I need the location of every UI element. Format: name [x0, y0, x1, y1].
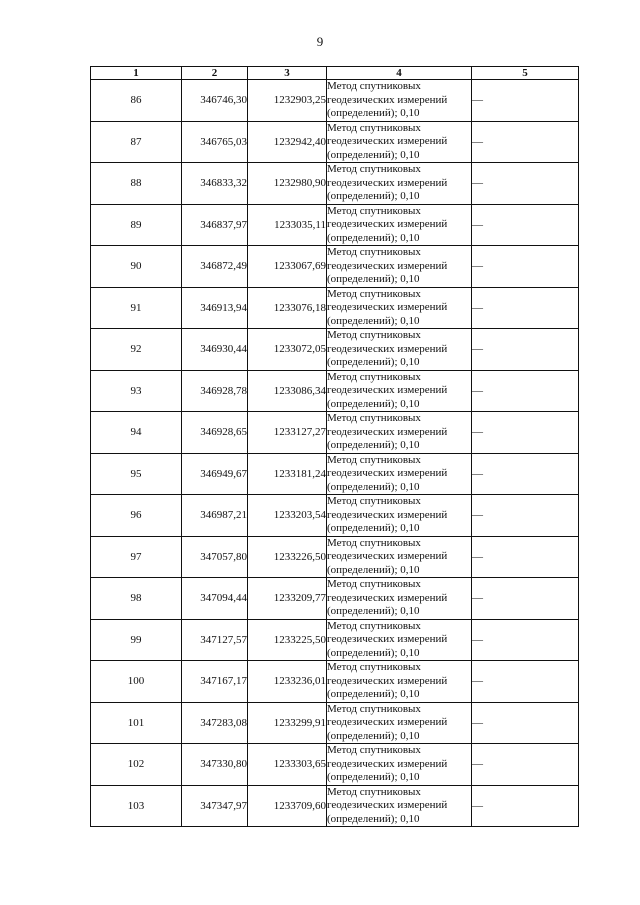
x-coordinate-cell: 346913,94	[182, 287, 248, 329]
y-coordinate-cell: 1233076,18	[248, 287, 327, 329]
method-line-1: Метод спутниковых	[327, 619, 421, 632]
table-row	[91, 204, 579, 246]
method-line-3: (определений); 0,10	[327, 688, 420, 700]
y-coordinate-cell: 1233086,34	[248, 370, 327, 412]
method-line-2: геодезических измерений	[327, 799, 448, 811]
table-row	[91, 619, 579, 661]
table-row	[91, 661, 579, 703]
method-line-1: Метод спутниковых	[327, 536, 421, 549]
method-line-3: (определений); 0,10	[327, 729, 420, 742]
table-row	[91, 744, 579, 786]
point-number-cell: 88	[91, 163, 182, 205]
method-accuracy-cell	[327, 204, 472, 246]
method-line-2: геодезических измерений	[327, 176, 448, 189]
method-line-2: геодезических измерений	[327, 757, 448, 770]
method-line-3: (определений); 0,10	[327, 439, 420, 451]
x-coordinate-cell: 346987,21	[182, 495, 248, 537]
y-coordinate-cell: 1233303,65	[248, 744, 327, 786]
method-accuracy-cell	[327, 702, 472, 744]
method-line-1: Метод спутниковых	[327, 121, 421, 134]
note-cell: —	[472, 578, 579, 620]
method-line-1: Метод спутниковых	[327, 495, 421, 507]
point-number-cell: 102	[91, 744, 182, 786]
method-line-3: (определений); 0,10	[327, 107, 420, 119]
point-number-cell: 95	[91, 453, 182, 495]
y-coordinate-cell: 1232980,90	[248, 163, 327, 205]
method-accuracy-cell	[327, 744, 472, 786]
note-cell: —	[472, 536, 579, 578]
y-coordinate-cell: 1233209,77	[248, 578, 327, 620]
method-line-1: Метод спутниковых	[327, 204, 421, 217]
note-cell: —	[472, 495, 579, 537]
method-accuracy-cell	[327, 619, 472, 661]
note-cell: —	[472, 246, 579, 288]
x-coordinate-cell: 347347,97	[182, 785, 248, 827]
method-line-3: (определений); 0,10	[327, 480, 420, 493]
method-accuracy-cell	[327, 121, 472, 163]
y-coordinate-cell: 1233709,60	[248, 785, 327, 827]
method-line-1: Метод спутниковых	[327, 744, 421, 756]
column-header-3: 3	[248, 67, 327, 80]
point-number-cell: 90	[91, 246, 182, 288]
y-coordinate-cell: 1233226,50	[248, 536, 327, 578]
note-cell: —	[472, 329, 579, 371]
method-accuracy-cell	[327, 412, 472, 454]
table-row	[91, 287, 579, 329]
x-coordinate-cell: 346928,78	[182, 370, 248, 412]
method-line-1: Метод спутниковых	[327, 578, 421, 590]
note-cell: —	[472, 287, 579, 329]
method-line-2: геодезических измерений	[327, 135, 448, 147]
header-row	[91, 67, 579, 80]
x-coordinate-cell: 346949,67	[182, 453, 248, 495]
method-accuracy-cell	[327, 329, 472, 371]
x-coordinate-cell: 347330,80	[182, 744, 248, 786]
method-line-2: геодезических измерений	[327, 633, 448, 645]
column-header-4: 4	[327, 67, 472, 80]
table-row	[91, 495, 579, 537]
method-accuracy-cell	[327, 578, 472, 620]
method-line-1: Метод спутниковых	[327, 246, 421, 258]
method-line-1: Метод спутниковых	[327, 453, 421, 466]
y-coordinate-cell: 1233067,69	[248, 246, 327, 288]
method-line-1: Метод спутниковых	[327, 702, 421, 715]
point-number-cell: 86	[91, 80, 182, 122]
method-line-2: геодезических измерений	[327, 259, 448, 272]
x-coordinate-cell: 346930,44	[182, 329, 248, 371]
point-number-cell: 99	[91, 619, 182, 661]
method-line-2: геодезических измерений	[327, 591, 448, 604]
method-line-1: Метод спутниковых	[327, 661, 421, 673]
point-number-cell: 96	[91, 495, 182, 537]
table-row	[91, 453, 579, 495]
y-coordinate-cell: 1233236,01	[248, 661, 327, 703]
point-number-cell: 87	[91, 121, 182, 163]
point-number-cell: 89	[91, 204, 182, 246]
column-header-2: 2	[182, 67, 248, 80]
note-cell: —	[472, 453, 579, 495]
table-row	[91, 702, 579, 744]
note-cell: —	[472, 163, 579, 205]
column-header-5: 5	[472, 67, 579, 80]
method-accuracy-cell	[327, 661, 472, 703]
method-line-1: Метод спутниковых	[327, 163, 421, 175]
method-line-1: Метод спутниковых	[327, 785, 421, 798]
method-line-3: (определений); 0,10	[327, 148, 420, 161]
method-accuracy-cell	[327, 287, 472, 329]
y-coordinate-cell: 1232903,25	[248, 80, 327, 122]
point-number-cell: 97	[91, 536, 182, 578]
note-cell: —	[472, 121, 579, 163]
method-line-2: геодезических измерений	[327, 218, 448, 230]
method-line-3: (определений); 0,10	[327, 314, 420, 327]
point-number-cell: 92	[91, 329, 182, 371]
y-coordinate-cell: 1233225,50	[248, 619, 327, 661]
point-number-cell: 103	[91, 785, 182, 827]
note-cell: —	[472, 702, 579, 744]
method-line-1: Метод спутниковых	[327, 80, 421, 92]
method-line-1: Метод спутниковых	[327, 329, 421, 341]
note-cell: —	[472, 412, 579, 454]
point-number-cell: 98	[91, 578, 182, 620]
x-coordinate-cell: 346746,30	[182, 80, 248, 122]
method-line-3: (определений); 0,10	[327, 356, 420, 368]
table-row	[91, 578, 579, 620]
method-accuracy-cell	[327, 495, 472, 537]
note-cell: —	[472, 204, 579, 246]
method-line-3: (определений); 0,10	[327, 273, 420, 285]
method-line-3: (определений); 0,10	[327, 646, 420, 659]
method-line-1: Метод спутниковых	[327, 412, 421, 424]
note-cell: —	[472, 744, 579, 786]
method-line-2: геодезических измерений	[327, 384, 448, 396]
method-line-3: (определений); 0,10	[327, 771, 420, 783]
method-accuracy-cell	[327, 785, 472, 827]
method-accuracy-cell	[327, 246, 472, 288]
method-accuracy-cell	[327, 370, 472, 412]
x-coordinate-cell: 347094,44	[182, 578, 248, 620]
table-row	[91, 80, 579, 122]
method-line-3: (определений); 0,10	[327, 812, 420, 825]
y-coordinate-cell: 1232942,40	[248, 121, 327, 163]
point-number-cell: 94	[91, 412, 182, 454]
point-number-cell: 93	[91, 370, 182, 412]
table-row	[91, 329, 579, 371]
method-line-2: геодезических измерений	[327, 467, 448, 479]
note-cell: —	[472, 80, 579, 122]
method-line-1: Метод спутниковых	[327, 287, 421, 300]
method-line-3: (определений); 0,10	[327, 397, 420, 410]
method-line-2: геодезических измерений	[327, 425, 448, 438]
method-line-2: геодезических измерений	[327, 550, 448, 562]
method-line-2: геодезических измерений	[327, 674, 448, 687]
table-row	[91, 785, 579, 827]
x-coordinate-cell: 347127,57	[182, 619, 248, 661]
column-header-1: 1	[91, 67, 182, 80]
y-coordinate-cell: 1233203,54	[248, 495, 327, 537]
x-coordinate-cell: 346765,03	[182, 121, 248, 163]
table-row	[91, 412, 579, 454]
y-coordinate-cell: 1233127,27	[248, 412, 327, 454]
note-cell: —	[472, 661, 579, 703]
table-row	[91, 370, 579, 412]
note-cell: —	[472, 370, 579, 412]
x-coordinate-cell: 347167,17	[182, 661, 248, 703]
method-line-3: (определений); 0,10	[327, 522, 420, 534]
table-row	[91, 121, 579, 163]
point-number-cell: 100	[91, 661, 182, 703]
y-coordinate-cell: 1233299,91	[248, 702, 327, 744]
method-line-2: геодезических измерений	[327, 93, 448, 106]
method-line-3: (определений); 0,10	[327, 605, 420, 617]
x-coordinate-cell: 346928,65	[182, 412, 248, 454]
method-accuracy-cell	[327, 536, 472, 578]
method-accuracy-cell	[327, 453, 472, 495]
x-coordinate-cell: 347057,80	[182, 536, 248, 578]
point-number-cell: 91	[91, 287, 182, 329]
y-coordinate-cell: 1233035,11	[248, 204, 327, 246]
method-line-2: геодезических измерений	[327, 342, 448, 355]
table-row	[91, 246, 579, 288]
table-row	[91, 163, 579, 205]
method-line-1: Метод спутниковых	[327, 370, 421, 383]
y-coordinate-cell: 1233072,05	[248, 329, 327, 371]
x-coordinate-cell: 347283,08	[182, 702, 248, 744]
method-accuracy-cell	[327, 163, 472, 205]
table-body	[91, 80, 579, 827]
x-coordinate-cell: 346833,32	[182, 163, 248, 205]
x-coordinate-cell: 346872,49	[182, 246, 248, 288]
method-line-2: геодезических измерений	[327, 716, 448, 728]
x-coordinate-cell: 346837,97	[182, 204, 248, 246]
method-line-2: геодезических измерений	[327, 301, 448, 313]
note-cell: —	[472, 619, 579, 661]
method-line-2: геодезических измерений	[327, 508, 448, 521]
note-cell: —	[472, 785, 579, 827]
y-coordinate-cell: 1233181,24	[248, 453, 327, 495]
page-number: 9	[316, 34, 324, 49]
method-line-3: (определений); 0,10	[327, 563, 420, 576]
coordinates-table	[90, 66, 579, 827]
method-line-3: (определений); 0,10	[327, 231, 420, 244]
method-line-3: (определений); 0,10	[327, 190, 420, 202]
method-accuracy-cell	[327, 80, 472, 122]
table-row	[91, 536, 579, 578]
point-number-cell: 101	[91, 702, 182, 744]
